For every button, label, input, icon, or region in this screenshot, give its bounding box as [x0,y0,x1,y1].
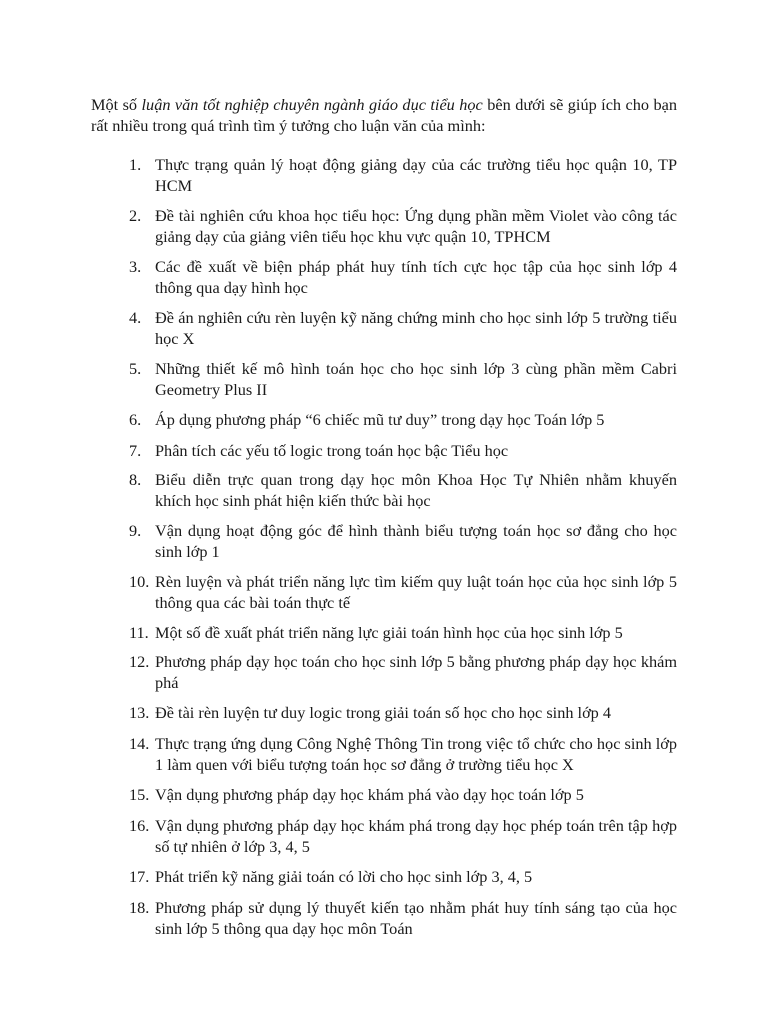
list-item [91,622,677,643]
item-text: Áp dụng phương pháp “6 chiếc mũ tư duy” trong dạy học Toán lớp 5 [155,410,605,429]
list-item [91,866,677,887]
item-number: 14. [129,734,150,753]
list-item [91,651,677,693]
item-number: 13. [129,703,150,722]
document-body [91,94,677,938]
item-text: Rèn luyện và phát triển năng lực tìm kiếm quy luật toán học của học sinh lớp 5 thông qua các bài toán thực tế [155,572,677,612]
list-item [91,440,677,461]
item-text: Phân tích các yếu tố logic trong toán học bậc Tiểu học [155,441,509,460]
list-item [91,702,677,723]
item-number: 3. [129,257,142,276]
item-text: Một số đề xuất phát triển năng lực giải toán hình học của học sinh lớp 5 [155,623,623,642]
item-text: Đề án nghiên cứu rèn luyện kỹ năng chứng minh cho học sinh lớp 5 trường tiểu học X [155,308,677,348]
item-text: Phát triển kỹ năng giải toán có lời cho học sinh lớp 3, 4, 5 [155,867,533,886]
item-text: Biểu diễn trực quan trong dạy học môn Khoa Học Tự Nhiên nhằm khuyến khích học sinh phát hiện kiến thức bài học [155,470,677,510]
item-number: 10. [129,572,150,591]
list-item [91,256,677,298]
item-number: 6. [129,410,142,429]
item-number: 1. [129,155,142,174]
list-item [91,469,677,511]
item-number: 16. [129,816,150,835]
list-item [91,307,677,349]
item-number: 11. [129,623,149,642]
item-number: 4. [129,308,142,327]
item-text: Đề tài nghiên cứu khoa học tiểu học: Ứng dụng phần mềm Violet vào công tác giảng dạy của giảng viên tiểu học khu vực quận 10, TPHCM [155,206,677,246]
item-text: Những thiết kế mô hình toán học cho học sinh lớp 3 cùng phần mềm Cabri Geometry Plus II [155,359,677,399]
list-item [91,897,677,939]
item-number: 8. [129,470,142,489]
item-number: 2. [129,206,142,225]
item-number: 17. [129,867,150,886]
item-number: 5. [129,359,142,378]
item-text: Thực trạng ứng dụng Công Nghệ Thông Tin trong việc tổ chức cho học sinh lớp 1 làm quen với biểu tượng toán học sơ đẳng ở trường tiểu học X [155,734,677,774]
intro-prefix: Một số [91,95,142,114]
item-text: Vận dụng phương pháp dạy học khám phá vào dạy học toán lớp 5 [155,785,584,804]
list-item [91,205,677,247]
item-text: Các đề xuất về biện pháp phát huy tính tích cực học tập của học sinh lớp 4 thông qua dạy hình học [155,257,677,297]
item-text: Phương pháp sử dụng lý thuyết kiến tạo nhằm phát huy tính sáng tạo của học sinh lớp 5 thông qua dạy học môn Toán [155,898,677,938]
item-number: 9. [129,521,142,540]
list-item [91,520,677,562]
list-item [91,409,677,430]
intro-suffix: bên dưới sẽ giúp ích cho bạn rất nhiều trong quá trình tìm ý tưởng cho luận văn của mình: [91,95,677,135]
item-text: Vận dụng phương pháp dạy học khám phá trong dạy học phép toán trên tập hợp số tự nhiên ở lớp 3, 4, 5 [155,816,677,856]
item-number: 15. [129,785,150,804]
list-item [91,358,677,400]
item-text: Phương pháp dạy học toán cho học sinh lớp 5 bằng phương pháp dạy học khám phá [155,652,677,692]
list-item [91,784,677,805]
list-item [91,815,677,857]
intro-paragraph [91,94,677,136]
item-text: Đề tài rèn luyện tư duy logic trong giải toán số học cho học sinh lớp 4 [155,703,612,722]
item-number: 7. [129,441,142,460]
item-text: Vận dụng hoạt động góc để hình thành biểu tượng toán học sơ đẳng cho học sinh lớp 1 [155,521,677,561]
list-item [91,571,677,613]
item-number: 12. [129,652,150,671]
list-item [91,733,677,775]
intro-emphasis: luận văn tốt nghiệp chuyên ngành giáo dục tiểu học [141,95,483,114]
item-number: 18. [129,898,150,917]
list-item [91,154,677,196]
item-text: Thực trạng quản lý hoạt động giảng dạy của các trường tiểu học quận 10, TP HCM [155,155,677,195]
